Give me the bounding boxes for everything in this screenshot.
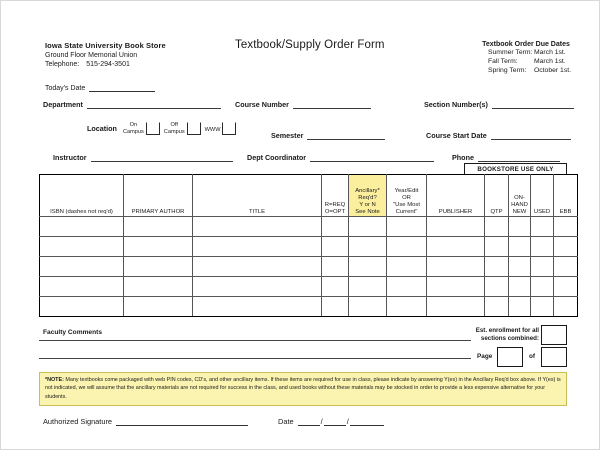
location-option-line2: Campus (163, 128, 185, 135)
store-telephone (45, 60, 166, 69)
cell-on-hand-used[interactable] (531, 237, 554, 257)
telephone-number: 515-294-3501 (86, 60, 130, 68)
section-numbers-field[interactable] (424, 99, 574, 109)
instructor-input[interactable] (91, 152, 233, 162)
due-term-label: Summer Term: (487, 49, 533, 57)
cell-on-hand-used[interactable] (531, 297, 554, 317)
store-name: Iowa State University Book Store (45, 41, 166, 50)
page-number-input[interactable] (497, 347, 523, 367)
signature-section (43, 416, 384, 426)
cell-year-edition[interactable] (387, 277, 427, 297)
form-sheet (35, 31, 572, 426)
date-day-input[interactable] (324, 416, 346, 426)
cell-title[interactable] (193, 277, 322, 297)
section-numbers-input[interactable] (492, 99, 574, 109)
date-month-input[interactable] (298, 416, 320, 426)
department-field[interactable] (43, 99, 221, 109)
cell-primary-author[interactable] (124, 237, 193, 257)
location-option-line1: Off (170, 122, 178, 129)
table-header-row (40, 175, 578, 217)
order-table-wrapper (39, 163, 572, 317)
bookstore-use-only-caption: BOOKSTORE USE ONLY (464, 163, 567, 174)
cell-isbn[interactable] (40, 217, 124, 237)
cell-year-edition[interactable] (387, 257, 427, 277)
cell-year-edition[interactable] (387, 297, 427, 317)
location-label: Location (87, 124, 117, 133)
cell-title[interactable] (193, 217, 322, 237)
est-enrollment-input[interactable] (541, 325, 567, 345)
col-on-hand-used (531, 175, 554, 217)
www-checkbox[interactable] (222, 122, 236, 135)
dept-coordinator-field[interactable] (247, 152, 434, 162)
due-term-label: Spring Term: (487, 67, 527, 75)
faculty-comments-label: Faculty Comments (43, 329, 102, 336)
on-campus-checkbox[interactable] (146, 122, 160, 135)
col-ancillary-line3: Y or N (359, 202, 376, 209)
col-ancillary-line2: Req'd? (358, 195, 377, 202)
dept-coordinator-input[interactable] (310, 152, 434, 162)
todays-date-input[interactable] (89, 83, 155, 92)
cell-ancillary[interactable] (349, 277, 387, 297)
todays-date-field[interactable] (45, 83, 155, 92)
cell-publisher[interactable] (427, 217, 485, 237)
table-row[interactable] (40, 277, 578, 297)
semester-input[interactable] (307, 130, 385, 140)
col-req-opt (322, 175, 349, 217)
instructor-label: Instructor (53, 153, 87, 162)
form-fields (35, 99, 571, 167)
table-row[interactable] (40, 297, 578, 317)
location-option-label (123, 122, 144, 134)
department-label: Department (43, 100, 83, 109)
due-term-date: March 1st. (533, 58, 566, 66)
ancillary-note (39, 372, 567, 406)
note-text: Many textbooks come packaged with web PIN codes, CD's, and other ancillary items. If these items are required for use in class, please indicate by answering Y(es) in the Ancillary Req'd box above. If Y(es) is not indicated, we will assume that the ancillary materials are not required for success in the class, and used books without these materials may be stocked in order to provide a less expensive alternative for your students. (45, 377, 561, 400)
col-isbn: ISBN (dashes not req'd) (40, 175, 124, 217)
todays-date-label: Today's Date (45, 85, 86, 92)
col-ancillary-line4: See Note (355, 209, 380, 216)
location-option-www[interactable] (205, 122, 237, 135)
table-row[interactable] (40, 217, 578, 237)
semester-field[interactable] (271, 130, 385, 140)
location-option-line1: On (129, 122, 138, 129)
cell-ebb[interactable] (554, 217, 578, 237)
col-on-hand-new-label: NEW (512, 209, 527, 216)
cell-qtp[interactable] (485, 297, 509, 317)
date-year-input[interactable] (350, 416, 384, 426)
cell-isbn[interactable] (40, 237, 124, 257)
cell-qtp[interactable] (485, 257, 509, 277)
instructor-field[interactable] (53, 152, 233, 162)
due-date-row (481, 58, 571, 67)
cell-ebb[interactable] (554, 297, 578, 317)
enrollment-block (459, 325, 567, 369)
cell-req-opt[interactable] (322, 277, 349, 297)
course-number-field[interactable] (235, 99, 371, 109)
cell-publisher[interactable] (427, 237, 485, 257)
course-start-date-label: Course Start Date (426, 131, 487, 140)
location-field (87, 122, 240, 135)
col-qtp: QTP (485, 175, 509, 217)
section-numbers-label: Section Number(s) (424, 100, 488, 109)
cell-ancillary[interactable] (349, 257, 387, 277)
col-title: TITLE (193, 175, 322, 217)
phone-field[interactable] (452, 152, 560, 162)
due-date-row (481, 49, 571, 58)
cell-year-edition[interactable] (387, 217, 427, 237)
cell-publisher[interactable] (427, 277, 485, 297)
cell-isbn[interactable] (40, 297, 124, 317)
cell-ancillary[interactable] (349, 237, 387, 257)
cell-on-hand-used[interactable] (531, 257, 554, 277)
telephone-label: Telephone: (45, 60, 80, 68)
cell-year-edition[interactable] (387, 237, 427, 257)
phone-input[interactable] (478, 152, 560, 162)
col-publisher: PUBLISHER (427, 175, 485, 217)
location-option-off-campus[interactable] (164, 122, 201, 135)
authorized-signature-input[interactable] (116, 416, 248, 426)
course-start-date-input[interactable] (491, 130, 571, 140)
cell-req-opt[interactable] (322, 297, 349, 317)
col-ancillary-required (349, 175, 387, 217)
cell-on-hand-new[interactable] (509, 277, 531, 297)
semester-label: Semester (271, 131, 304, 140)
col-req-opt-line1: R=REQ (324, 202, 346, 209)
page-title: Textbook/Supply Order Form (235, 39, 385, 51)
due-dates-title: Textbook Order Due Dates (482, 41, 570, 48)
cell-publisher[interactable] (427, 257, 485, 277)
table-row[interactable] (40, 257, 578, 277)
cell-primary-author[interactable] (124, 277, 193, 297)
cell-qtp[interactable] (485, 217, 509, 237)
faculty-comments-line-2[interactable] (39, 358, 471, 359)
on-hand-group-label: ON-HAND (511, 195, 528, 209)
course-number-input[interactable] (293, 99, 371, 109)
cell-req-opt[interactable] (322, 217, 349, 237)
cell-publisher[interactable] (427, 297, 485, 317)
location-option-line2: Campus (122, 128, 144, 135)
cell-ebb[interactable] (554, 277, 578, 297)
cell-primary-author[interactable] (124, 297, 193, 317)
location-option-label (205, 123, 221, 133)
due-term-label: Fall Term: (487, 58, 518, 66)
cell-title[interactable] (193, 297, 322, 317)
department-input[interactable] (87, 99, 221, 109)
cell-isbn[interactable] (40, 277, 124, 297)
store-info (45, 41, 166, 69)
faculty-comments-line-1[interactable] (39, 340, 471, 341)
cell-ancillary[interactable] (349, 297, 387, 317)
col-year-edition-line2: OR (402, 195, 411, 202)
cell-on-hand-new[interactable] (509, 217, 531, 237)
due-date-row (481, 67, 571, 76)
of-label: of (529, 353, 536, 360)
cell-req-opt[interactable] (322, 237, 349, 257)
col-req-opt-line2: O=OPT (324, 209, 346, 216)
cell-ebb[interactable] (554, 257, 578, 277)
comments-section (39, 327, 567, 371)
cell-isbn[interactable] (40, 257, 124, 277)
col-primary-author: PRIMARY AUTHOR (124, 175, 193, 217)
col-year-edition-line3: "Use Most (393, 202, 420, 209)
authorized-signature-label: Authorized Signature (43, 417, 113, 426)
cell-on-hand-used[interactable] (531, 277, 554, 297)
due-term-date: March 1st. (533, 49, 566, 57)
due-term-date: October 1st. (533, 67, 571, 75)
cell-ancillary[interactable] (349, 217, 387, 237)
table-row[interactable] (40, 237, 578, 257)
col-ancillary-line1: Ancillary* (355, 188, 380, 195)
location-option-label (164, 122, 185, 134)
col-year-edition (387, 175, 427, 217)
cell-primary-author[interactable] (124, 217, 193, 237)
est-enrollment-label: Est. enrollment for all sections combined: (475, 327, 539, 342)
cell-on-hand-new[interactable] (509, 297, 531, 317)
cell-on-hand-new[interactable] (509, 257, 531, 277)
total-pages-input[interactable] (541, 347, 567, 367)
date-label: Date (278, 417, 294, 426)
cell-ebb[interactable] (554, 237, 578, 257)
dept-coordinator-label: Dept Coordinator (247, 153, 307, 162)
page-label: Page (477, 353, 493, 360)
cell-qtp[interactable] (485, 237, 509, 257)
cell-req-opt[interactable] (322, 257, 349, 277)
off-campus-checkbox[interactable] (187, 122, 201, 135)
cell-title[interactable] (193, 237, 322, 257)
order-table (39, 174, 578, 317)
date-slash-1: / (320, 417, 323, 426)
cell-title[interactable] (193, 257, 322, 277)
location-option-line1: WWW (204, 127, 221, 134)
course-number-label: Course Number (235, 100, 289, 109)
course-start-date-field[interactable] (426, 130, 571, 140)
phone-label: Phone (452, 153, 474, 162)
col-ebb: EBB (554, 175, 578, 217)
location-option-on-campus[interactable] (123, 122, 160, 135)
field-row-2 (35, 120, 571, 146)
field-row-1 (35, 99, 571, 120)
col-year-edition-line1: Year/Edit (394, 188, 419, 195)
store-address: Ground Floor Memorial Union (45, 51, 138, 59)
cell-primary-author[interactable] (124, 257, 193, 277)
col-on-hand-used-label: USED (533, 209, 551, 216)
col-year-edition-line4: Current" (395, 209, 418, 216)
col-on-hand-new (509, 175, 531, 217)
due-dates-block (481, 40, 571, 76)
cell-on-hand-new[interactable] (509, 237, 531, 257)
form-header (35, 31, 571, 77)
cell-on-hand-used[interactable] (531, 217, 554, 237)
note-prefix: *NOTE: (45, 377, 64, 383)
date-slash-2: / (346, 417, 349, 426)
cell-qtp[interactable] (485, 277, 509, 297)
